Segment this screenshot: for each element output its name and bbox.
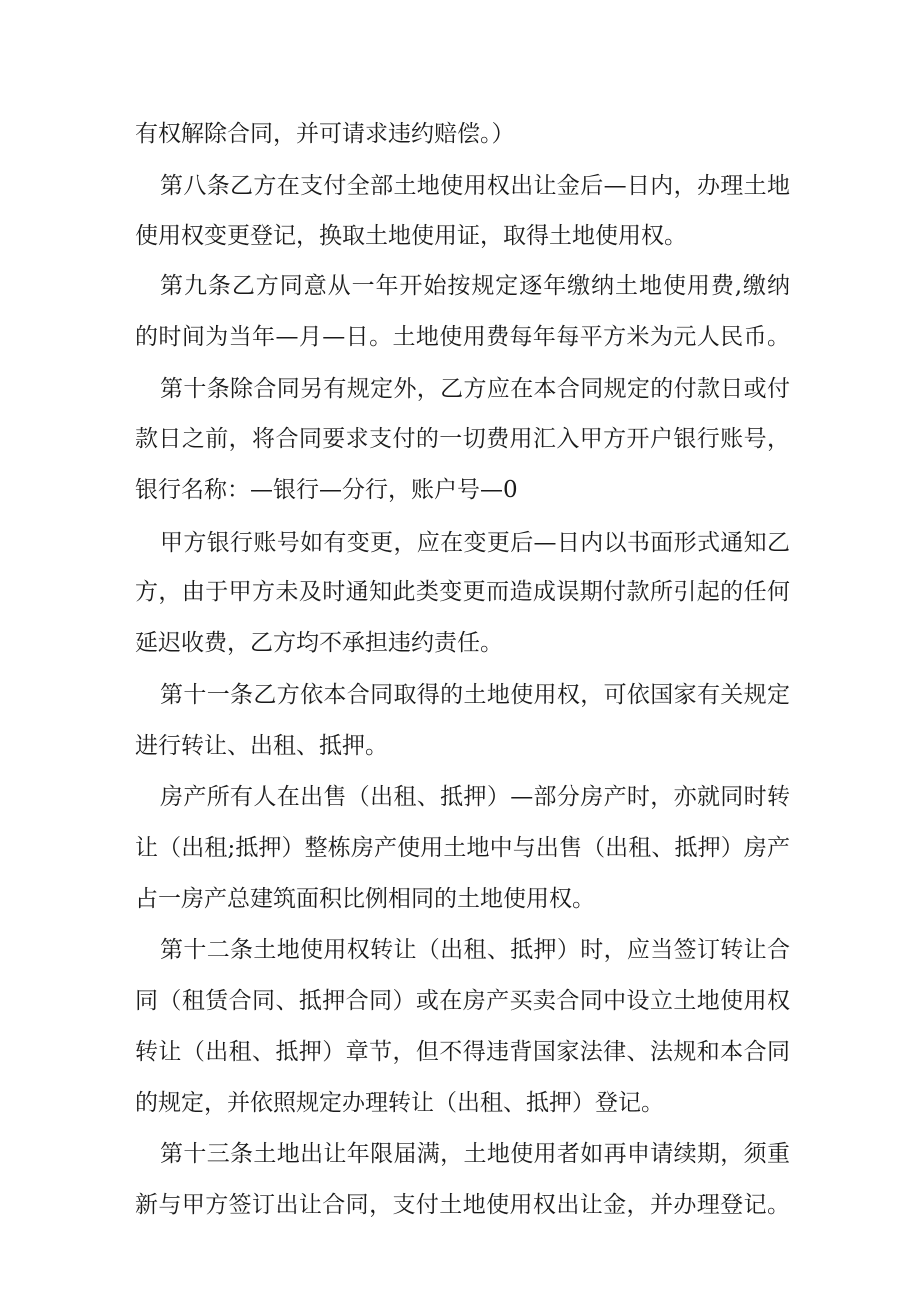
paragraph-line: 让（出租;抵押）整栋房产使用土地中与出售（出租、抵押）房产 xyxy=(135,835,790,861)
paragraph-line: 使用权变更登记，换取土地使用证，取得土地使用权。 xyxy=(135,223,687,249)
paragraph-line: 第十三条土地出让年限届满，土地使用者如再申请续期，须重 xyxy=(160,1141,790,1167)
paragraph-line: 银行名称：—银行—分行，账户号—0 xyxy=(135,477,518,503)
paragraph-line: 的时间为当年—月—日。土地使用费每年每平方米为元人民币。 xyxy=(135,324,790,350)
paragraph-line: 款日之前，将合同要求支付的一切费用汇入甲方开户银行账号， xyxy=(135,426,790,452)
paragraph-line: 第九条乙方同意从一年开始按规定逐年缴纳土地使用费,缴纳 xyxy=(160,273,790,299)
paragraph-line: 第十条除合同另有规定外，乙方应在本合同规定的付款日或付 xyxy=(160,376,790,402)
paragraph-line: 进行转让、出租、抵押。 xyxy=(135,733,388,759)
paragraph-line: 第十二条土地使用权转让（出租、抵押）时，应当签订转让合 xyxy=(160,937,790,963)
paragraph-line: 新与甲方签订出让合同，支付土地使用权出让金，并办理登记。 xyxy=(135,1192,790,1218)
paragraph-line: 延迟收费，乙方均不承担违约责任。 xyxy=(135,630,503,656)
paragraph-line: 转让（出租、抵押）章节，但不得违背国家法律、法规和本合同 xyxy=(135,1039,790,1065)
paragraph-line: 第八条乙方在支付全部土地使用权出让金后—日内，办理土地 xyxy=(160,173,790,199)
paragraph-line: 同（租赁合同、抵押合同）或在房产买卖合同中设立土地使用权 xyxy=(135,988,790,1014)
paragraph-line: 方，由于甲方未及时通知此类变更而造成误期付款所引起的任何 xyxy=(135,579,790,605)
paragraph-line: 甲方银行账号如有变更，应在变更后—日内以书面形式通知乙 xyxy=(160,530,790,556)
paragraph-line: 的规定，并依照规定办理转让（出租、抵押）登记。 xyxy=(135,1090,664,1116)
paragraph-line: 房产所有人在出售（出租、抵押）—部分房产时，亦就同时转 xyxy=(160,784,790,810)
paragraph-line: 有权解除合同，并可请求违约赔偿。） xyxy=(135,121,515,147)
paragraph-line: 第十一条乙方依本合同取得的土地使用权，可依国家有关规定 xyxy=(160,682,790,708)
paragraph-line: 占一房产总建筑面积比例相同的土地使用权。 xyxy=(135,886,595,912)
